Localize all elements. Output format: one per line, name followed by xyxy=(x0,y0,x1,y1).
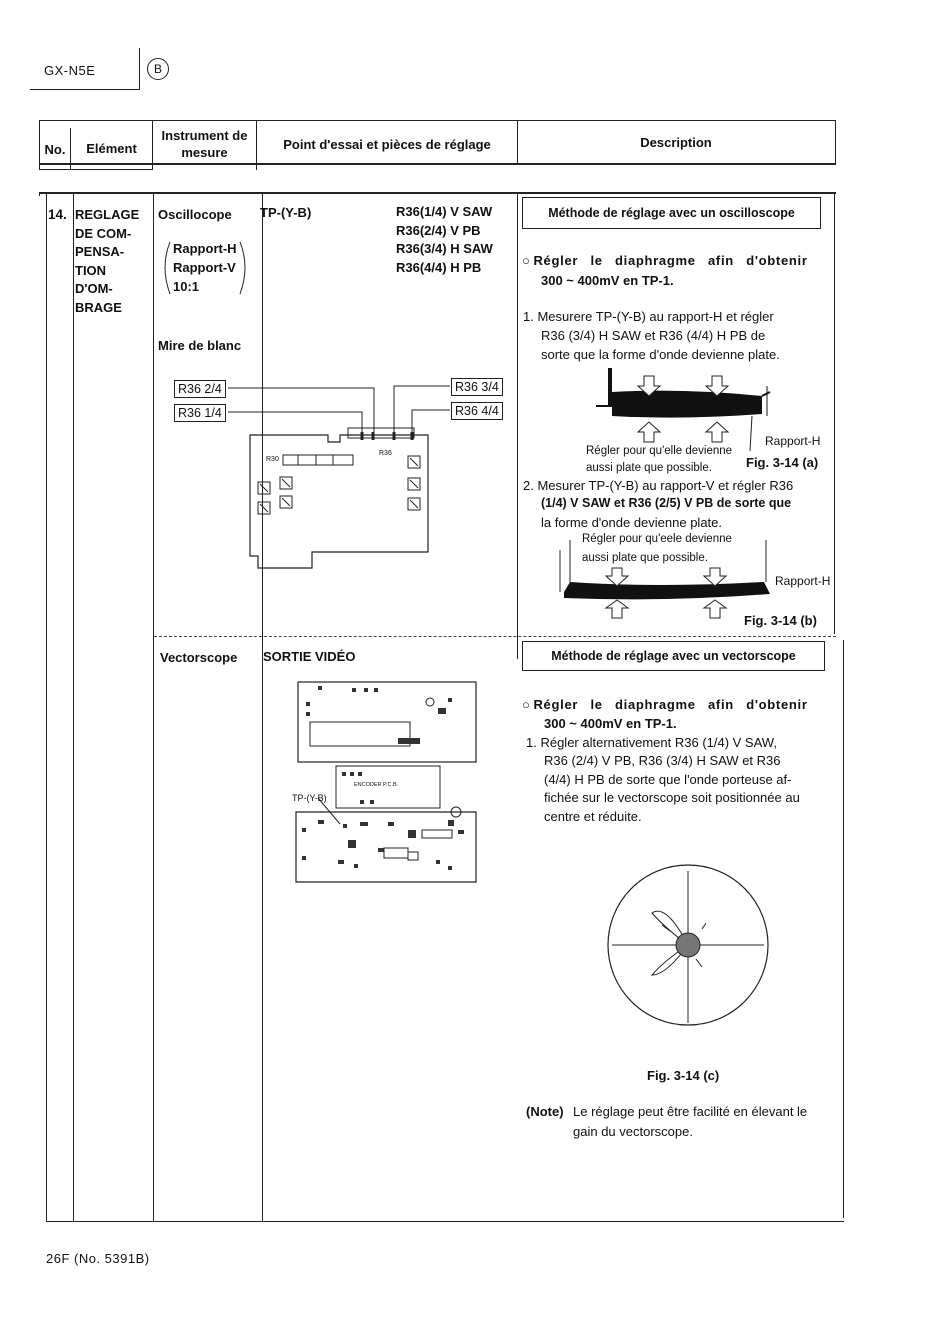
osc-bullet-value: 300 ~ 400mV en TP-1. xyxy=(541,273,674,288)
method-oscilloscope-title: Méthode de réglage avec un oscilloscope xyxy=(522,197,821,229)
label-r36-2-4: R36 2/4 xyxy=(174,380,226,398)
instrument-oscilloscope: Oscillocope xyxy=(158,207,232,222)
header-no: No. xyxy=(44,141,66,157)
label-r36: R36 xyxy=(379,450,392,457)
vec-bullet-value: 300 ~ 400mV en TP-1. xyxy=(544,716,677,731)
vectorscope-display xyxy=(606,863,770,1027)
label-r36-1-4: R36 1/4 xyxy=(174,404,226,422)
vec-step1-l2: R36 (2/4) V PB, R36 (3/4) H SAW et R36 xyxy=(544,753,781,768)
note-l2: gain du vectorscope. xyxy=(573,1124,693,1139)
header-rule xyxy=(30,89,140,90)
header-description: Description xyxy=(640,134,712,150)
vec-step1-l3: (4/4) H PB de sorte que l'onde porteuse af- xyxy=(544,772,792,787)
fig-a-ratio: Rapport-H xyxy=(765,434,821,448)
fig-a-caption: Fig. 3-14 (a) xyxy=(746,455,819,470)
fig-b-ratio: Rapport-H xyxy=(775,574,831,588)
test-point-osc: TP-(Y-B) xyxy=(260,205,312,220)
mire-de-blanc: Mire de blanc xyxy=(158,338,242,353)
instrument-vectorscope: Vectorscope xyxy=(160,650,238,665)
fig-b-note1: Régler pour qu'eele devienne xyxy=(582,533,732,545)
fig-c-caption: Fig. 3-14 (c) xyxy=(647,1068,720,1083)
vec-tp-label: TP-(Y-B) xyxy=(292,793,327,803)
model-name: GX-N5E xyxy=(44,63,96,78)
fig-b-note2: aussi plate que possible. xyxy=(582,552,708,564)
osc-bullet: ○ Régler le diaphragme afin d'obtenir xyxy=(522,253,808,268)
vec-step1-l5: centre et réduite. xyxy=(544,809,642,824)
label-r30: R30 xyxy=(266,456,279,463)
revision-badge-text: B xyxy=(153,62,162,76)
osc-step1-l2: R36 (3/4) H SAW et R36 (4/4) H PB de xyxy=(541,328,766,343)
bullet-circle: ○ xyxy=(522,253,534,268)
osc-step2-l1: 2. Mesurer TP-(Y-B) au rapport-V et régler R36 xyxy=(523,478,794,493)
vec-bullet: ○ Régler le diaphragme afin d'obtenir xyxy=(522,697,808,712)
ratio-settings: Rapport-H Rapport-V 10:1 xyxy=(160,240,252,295)
revision-badge xyxy=(147,58,169,80)
label-r36-4-4: R36 4/4 xyxy=(451,402,503,420)
header-point: Point d'essai et pièces de réglage xyxy=(283,136,491,152)
osc-step2-l3: la forme d'onde devienne plate. xyxy=(541,515,722,530)
osc-step1-l3: sorte que la forme d'onde devienne plate. xyxy=(541,347,780,362)
vec-step1-l1: 1. Régler alternativement R36 (1/4) V SAW, xyxy=(526,735,777,750)
header-divider xyxy=(139,48,140,90)
bullet-circle-vec: ○ xyxy=(522,697,534,712)
page-footer: 26F (No. 5391B) xyxy=(46,1251,150,1266)
fig-a-note2: aussi plate que possible. xyxy=(586,462,712,474)
adjust-parts: R36(1/4) V SAW R36(2/4) V PB R36(3/4) H SAW R36(4/4) H PB xyxy=(396,204,493,275)
element-name: REGLAGE DE COM- PENSA- TION D'OM- BRAGE xyxy=(75,207,140,315)
method-vectorscope-title: Méthode de réglage avec un vectorscope xyxy=(522,641,825,671)
vec-step1-l4: fichée sur le vectorscope soit positionnée au xyxy=(544,790,800,805)
note-l1: Le réglage peut être facilité en élevant le xyxy=(573,1104,808,1119)
vec-encoder-label: ENCODER P.C.B. xyxy=(354,782,399,788)
test-point-vec: SORTIE VIDÉO xyxy=(263,649,356,664)
section-divider xyxy=(154,636,836,637)
table-bottom-rule xyxy=(46,1221,844,1222)
label-r36-3-4: R36 3/4 xyxy=(451,378,503,396)
fig-a-note1: Régler pour qu'elle devienne xyxy=(586,445,733,457)
fig-b-caption: Fig. 3-14 (b) xyxy=(744,613,817,628)
table-top-rule xyxy=(39,192,836,194)
header-instrument: Instrument de mesure xyxy=(161,128,248,160)
row-number: 14. xyxy=(48,207,67,222)
osc-step2-l2: (1/4) V SAW et R36 (2/5) V PB de sorte que xyxy=(541,496,792,510)
note-label: (Note) xyxy=(526,1104,564,1119)
pcb-diagram xyxy=(228,380,458,570)
osc-step1-l1: 1. Mesurere TP-(Y-B) au rapport-H et régler xyxy=(523,309,774,324)
header-element: Elément xyxy=(86,140,137,156)
waveform-a xyxy=(592,366,777,446)
